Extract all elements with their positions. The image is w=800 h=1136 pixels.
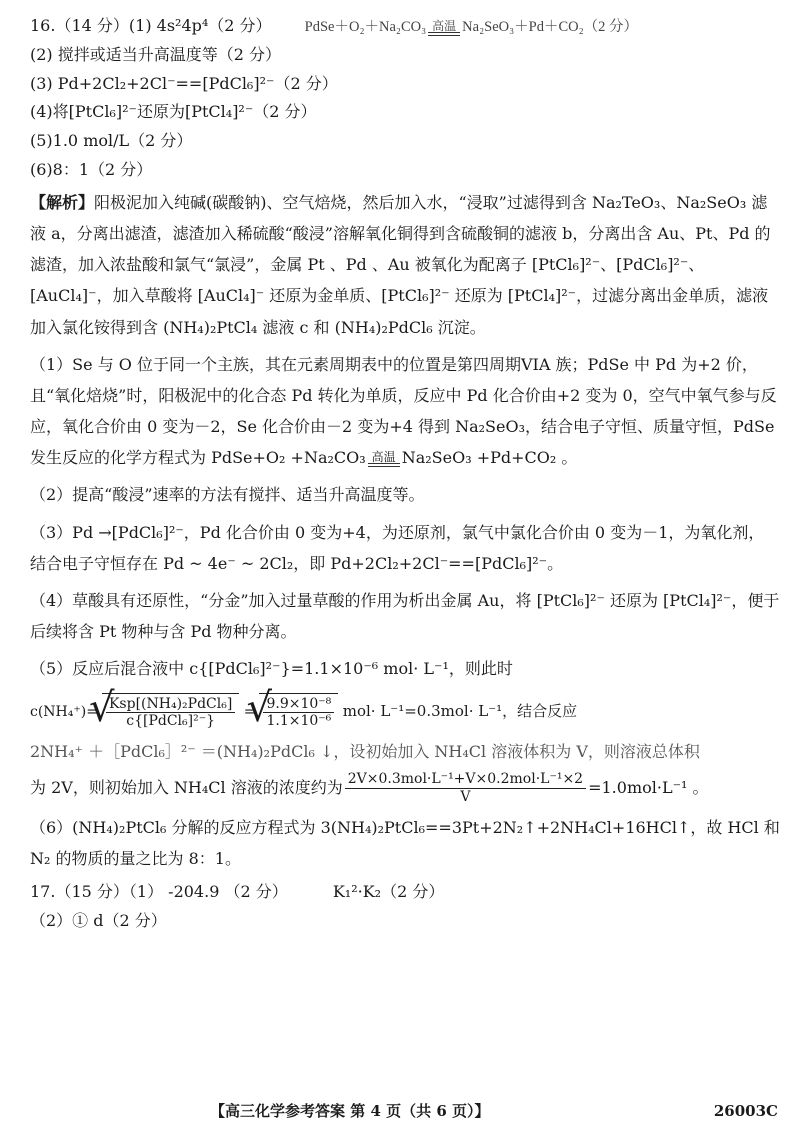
page-footer — [0, 1100, 800, 1124]
sqrt-2: √ $\frac{\text{9.9×10⁻⁸}}{\text{1.1×10⁻⁶}}$ — [259, 693, 338, 731]
q16-answer-3: (3) Pd+2Cl₂+2Cl⁻==[PdCl₆]²⁻（2 分） — [30, 73, 338, 93]
concentration-calculation: 为 2V，则初始加入 NH₄Cl 溶液的浓度约为 $\frac{\text{2V×0.3mol·L⁻¹+V×0.2mol·L⁻¹×2}}{V}$ =1.0mol·L⁻¹ 。 — [30, 771, 709, 806]
reaction-condition: 高温 — [428, 20, 460, 36]
ammonium-concentration-formula: c(NH₄⁺)= √ $\frac{\text{Ksp[(NH₄)₂PdCl₆]}}{\text{c\{[PdCl₆]²⁻\}}}$ = √ $\frac{\text{9.9×10⁻⁸}}{\text{1.1×10⁻⁶}}$ mol· L⁻¹=0.3mol· L⁻¹，结合反应 — [30, 693, 780, 731]
q16-answer-5: (5)1.0 mol/L（2 分） — [30, 131, 193, 151]
footer-page-info: 【高三化学参考答案 第 4 页（共 6 页）】 — [210, 1102, 490, 1120]
footer-code: 26003C — [713, 1102, 778, 1120]
q16-line1 — [30, 14, 780, 39]
q16-answer-2: (2) 搅拌或适当升高温度等（2 分） — [30, 44, 282, 64]
analysis-paragraph-2: （1）Se 与 O 位于同一个主族，其在元素周期表中的位置是第四周期VIA 族；PdSe 中 Pd 为+2 价，且“氧化焙烧”时，阳极泥中的化合态 Pd 转化为单质，反应中 Pd 化合价由+2 变为 0，空气中氧气参与反应，氧化合价由 0 变为－2，Se 化合价由－2 变为+4 得到 Na₂SeO₃，结合电子守恒、质量守恒，PdSe 发生反应的化学方程式为 PdSe+O₂ +Na₂CO₃ 高温 Na₂SeO₃ +Pd+CO₂ 。 — [30, 354, 777, 468]
q17-line1: 17.（15 分）（1） -204.9 （2 分） K₁²·K₂（2 分） — [30, 882, 445, 902]
analysis-paragraph-5: （4）草酸具有还原性，“分金”加入过量草酸的作用为析出金属 Au，将 [PtCl₆]²⁻ 还原为 [PtCl₄]²⁻，便于后续将含 Pt 物种与含 Pd 物种分离。 — [30, 591, 780, 642]
q16-answer-6: (6)8：1（2 分） — [30, 159, 153, 179]
q16-answer-4: (4)将[PtCl₆]²⁻还原为[PtCl₄]²⁻（2 分） — [30, 102, 317, 122]
analysis-paragraph-3: （2）提高“酸浸”速率的方法有搅拌、适当升高温度等。 — [30, 485, 425, 505]
q17-line2: （2）① d（2 分） — [30, 911, 167, 931]
analysis-paragraph-1: 【解析】阳极泥加入纯碱(碳酸钠)、空气焙烧，然后加入水，“浸取”过滤得到含 Na₂TeO₃、Na₂SeO₃ 滤液 a，分离出滤渣，滤渣加入稀硫酸“酸浸”溶解氧化铜得到含硫酸铜的滤液 b，分离出含 Au、Pt、Pd 的滤渣，加入浓盐酸和氯气“氯浸”，金属 Pt 、Pd 、Au 被氧化为配离子 [PtCl₆]²⁻、[PdCl₆]²⁻、[AuCl₄]⁻，加入草酸将 [AuCl₄]⁻ 还原为金单质、[PtCl₆]²⁻ 还原为 [PtCl₄]²⁻，过滤分离出金单质，滤液加入氯化铵得到含 (NH₄)₂PtCl₄ 滤液 c 和 (NH₄)₂PdCl₆ 沉淀。 — [30, 192, 771, 337]
analysis-paragraph-6: （5）反应后混合液中 c{[PdCl₆]²⁻}=1.1×10⁻⁶ mol· L⁻¹，则此时 — [30, 659, 513, 679]
analysis-paragraph-4: （3）Pd →[PdCl₆]²⁻，Pd 化合价由 0 变为+4，为还原剂，氯气中氯化合价由 0 变为－1，为氧化剂，结合电子守恒存在 Pd ~ 4e⁻ ~ 2Cl₂，即 Pd+2Cl₂+2Cl⁻==[PdCl₆]²⁻。 — [30, 522, 765, 573]
reaction-condition-2: 高温 — [368, 451, 400, 467]
analysis-label: 【解析】 — [30, 192, 95, 212]
analysis-paragraph-10: （6）(NH₄)₂PtCl₆ 分解的反应方程式为 3(NH₄)₂PtCl₆==3Pt+2N₂↑+2NH₄Cl+16HCl↑，故 HCl 和 N₂ 的物质的量之比为 8：1。 — [30, 817, 780, 869]
sqrt-1: √ $\frac{\text{Ksp[(NH₄)₂PdCl₆]}}{\text{c\{[PdCl₆]²⁻\}}}$ — [102, 693, 239, 731]
q16-equation: PdSe＋O₂＋Na₂CO₃ 高温 Na₂SeO₃＋Pd＋CO₂（2 分） — [304, 18, 639, 35]
analysis-paragraph-8: 2NH₄⁺ ＋［PdCl₆］²⁻ ＝(NH₄)₂PdCl₆ ↓，设初始加入 NH₄Cl 溶液体积为 V，则溶液总体积 — [30, 742, 700, 762]
concentration-fraction: $\frac{\text{2V×0.3mol·L⁻¹+V×0.2mol·L⁻¹×2}}{V}$ — [345, 771, 586, 806]
q16-head: 16.（14 分）(1) 4s²4p⁴（2 分） — [30, 16, 272, 35]
